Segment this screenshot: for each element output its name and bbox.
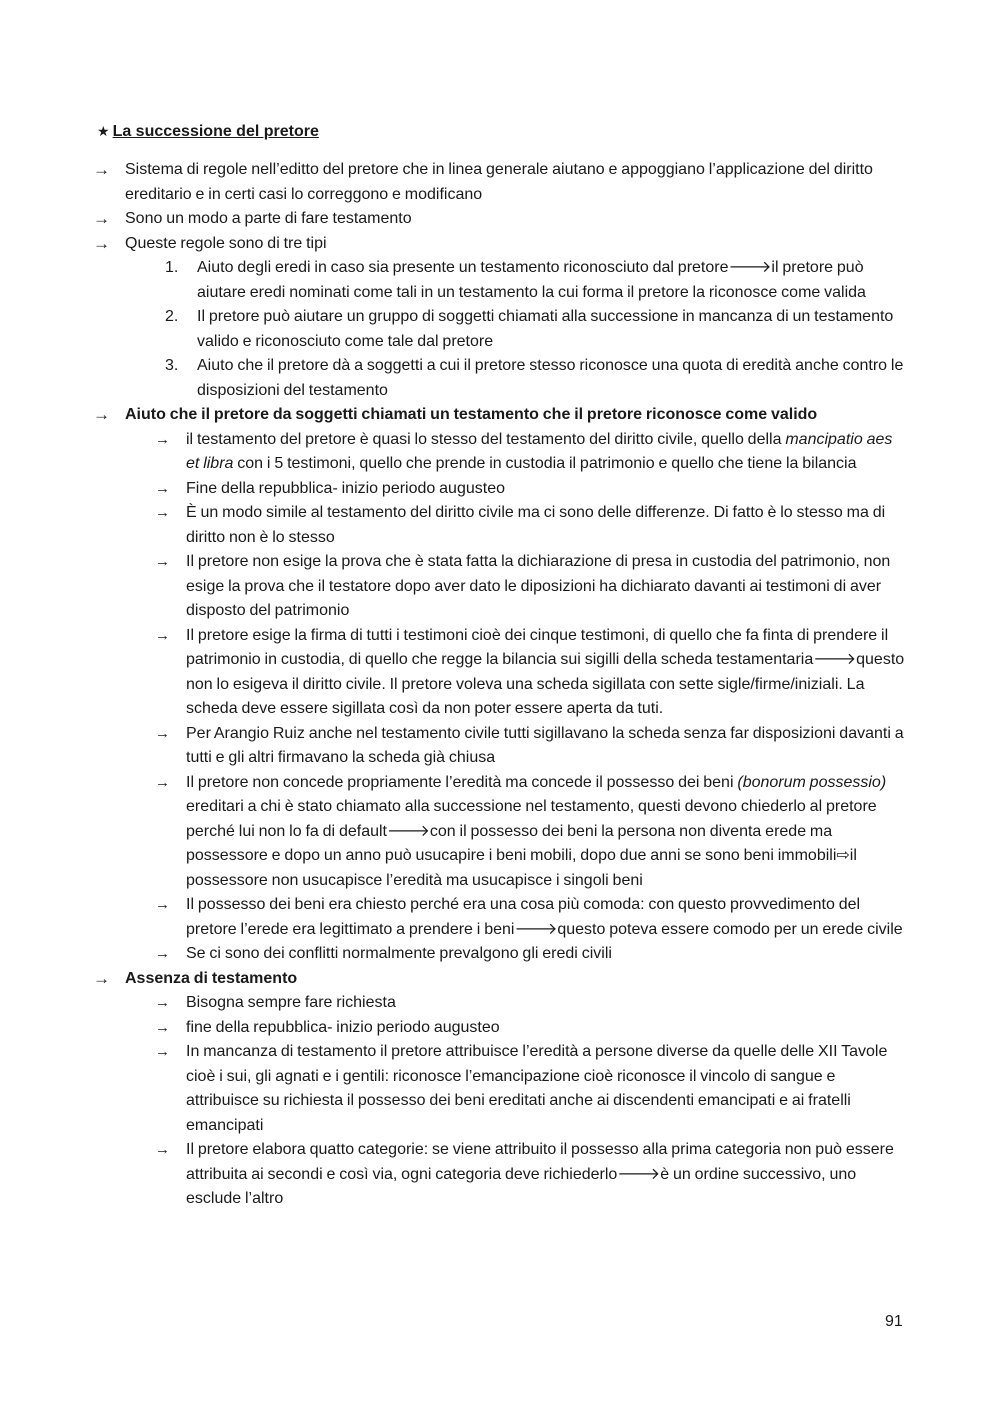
item-text: Per Arangio Ruiz anche nel testamento civile tutti sigillavano la scheda senza far disposizioni davanti a tutti e gli altri firmavano la scheda già chiusa [186,724,904,766]
item-text: Sono un modo a parte di fare testamento [125,210,412,227]
arrow-icon: → [155,479,170,497]
numbered-item [93,354,908,403]
item-text: Il pretore elabora quatto categorie: se viene attribuito il possesso alla prima categoria non può essere attribuita ai secondi e così via, ogni categoria deve richiederlo🡒è un ordine successivo, uno esclude l’altro [186,1141,894,1207]
arrow-icon: → [93,233,110,253]
sub-list-item [93,428,908,477]
arrow-icon: → [93,405,110,424]
numbered-item [93,305,908,354]
item-text: Il possesso dei beni era chiesto perché era una cosa più comoda: con questo provvedimento del pretore l’erede era legittimato a prendere i beni🡒questo poteva essere comodo per un erede civile [186,896,903,938]
list-item [93,207,908,232]
star-icon: ★ [97,123,110,139]
item-number: 3. [165,357,179,374]
sub-list-item [93,1016,908,1041]
list-item [93,158,908,207]
arrow-icon: → [155,773,170,791]
subheading-text: Assenza di testamento [125,969,298,987]
item-text: Il pretore non esige la prova che è stata fatta la dichiarazione di presa in custodia del patrimonio, non esige la prova che il testatore dopo aver dato le diposizioni ha dichiarato davanti ai testimoni di aver disposto del patrimonio [186,553,891,619]
subheading-text: Aiuto che il pretore da soggetti chiamati un testamento che il pretore riconosce come valido [125,406,818,423]
item-number: 1. [165,259,179,276]
sub-list-item [93,771,908,894]
sub-list-item [93,624,908,722]
arrow-icon: → [93,209,110,228]
arrow-icon: → [93,968,110,988]
sub-list-item [93,722,908,771]
page-number: 91 [885,1313,903,1330]
item-text: Se ci sono dei conflitti normalmente prevalgono gli eredi civili [186,945,612,962]
item-text: È un modo simile al testamento del diritto civile ma ci sono delle differenze. Di fatto è lo stesso ma di diritto non è lo stesso [186,504,886,546]
numbered-item [93,256,908,305]
arrow-icon: → [155,626,170,644]
text-part: ereditari a chi è stato chiamato alla successione nel testamento, questi devono chiederlo al pretore perché lui non lo fa di default🡒con il possesso dei beni la persona non diventa erede ma possessore e dopo un anno può usucapire i beni mobili, dopo due anni se sono beni immobili⇨il possessore non usucapisce l’eredità ma usucapisce i singoli beni [186,798,877,889]
arrow-icon: → [155,945,170,962]
item-text: Bisogna sempre fare richiesta [186,994,396,1011]
arrow-icon: → [155,1043,170,1060]
sub-list-item [93,477,908,502]
item-text: Sistema di regole nell’editto del pretore che in linea generale aiutano e appoggiano l’applicazione del diritto ereditario e in certi casi lo correggono e modificano [125,161,873,203]
italic-term: (bonorum possessio) [737,773,887,791]
arrow-icon: → [155,1018,170,1036]
arrow-icon: → [93,160,110,179]
arrow-icon: → [155,430,170,448]
section-title [97,120,319,143]
item-text: Il pretore può aiutare un gruppo di soggetti chiamati alla successione in mancanza di un testamento valido e riconosciuto come tale dal pretore [197,308,894,350]
sub-list-item [93,1040,908,1138]
document-body [93,158,908,1212]
item-text: Aiuto che il pretore dà a soggetti a cui il pretore stesso riconosce una quota di eredità anche contro le disposizioni del testamento [197,357,904,399]
sub-list-item [93,1138,908,1212]
sub-list-item [93,550,908,624]
arrow-icon: → [155,504,170,521]
item-text [186,774,886,889]
text-part: con i 5 testimoni, quello che prende in custodia il patrimonio e quello che tiene la bilancia [233,455,857,472]
list-item [93,232,908,257]
item-text: Aiuto degli eredi in caso sia presente un testamento riconosciuto dal pretore🡒il pretore può aiutare eredi nominati come tali in un testamento la cui forma il pretore la riconosce come valida [197,259,866,301]
item-text: In mancanza di testamento il pretore attribuisce l’eredità a persone diverse da quelle delle XII Tavole cioè i sui, gli agnati e i gentili: riconosce l’emancipazione cioè riconosce il vincolo di sangue e attribuisce su richiesta il possesso dei beni ereditati anche ai discendenti emancipati e ai fratelli emancipati [186,1043,888,1134]
sub-list-item [93,893,908,942]
item-text: fine della repubblica- inizio periodo augusteo [186,1018,500,1036]
item-text: Il pretore esige la firma di tutti i testimoni cioè dei cinque testimoni, di quello che fa finta di prendere il patrimonio in custodia, di quello che regge la bilancia sui sigilli della scheda testamentaria🡒questo non lo esigeva il diritto civile. Il pretore voleva una scheda sigillata con sette sigle/firme/iniziali. La scheda deve essere sigillata così da non poter essere aperta da tuti. [186,626,905,717]
arrow-icon: → [155,994,170,1011]
item-text: Fine della repubblica- inizio periodo augusteo [186,479,505,497]
arrow-icon: → [155,896,170,913]
item-number: 2. [165,308,179,325]
italic-term: mancipatio aes et libra [186,430,893,472]
arrow-icon: → [155,724,170,742]
subheading-item [93,403,908,428]
subheading-item [93,967,908,992]
text-part: il testamento del pretore è quasi lo stesso del testamento del diritto civile, quello della [186,430,786,448]
item-text: Queste regole sono di tre tipi [125,234,327,252]
sub-list-item [93,942,908,967]
sub-list-item [93,501,908,550]
arrow-icon: → [155,1141,170,1158]
sub-list-item [93,991,908,1016]
arrow-icon: → [155,553,170,570]
text-part: Il pretore non concede propriamente l’eredità ma concede il possesso dei beni [186,773,738,791]
section-title-text: La successione del pretore [112,123,319,140]
item-text [186,431,892,473]
